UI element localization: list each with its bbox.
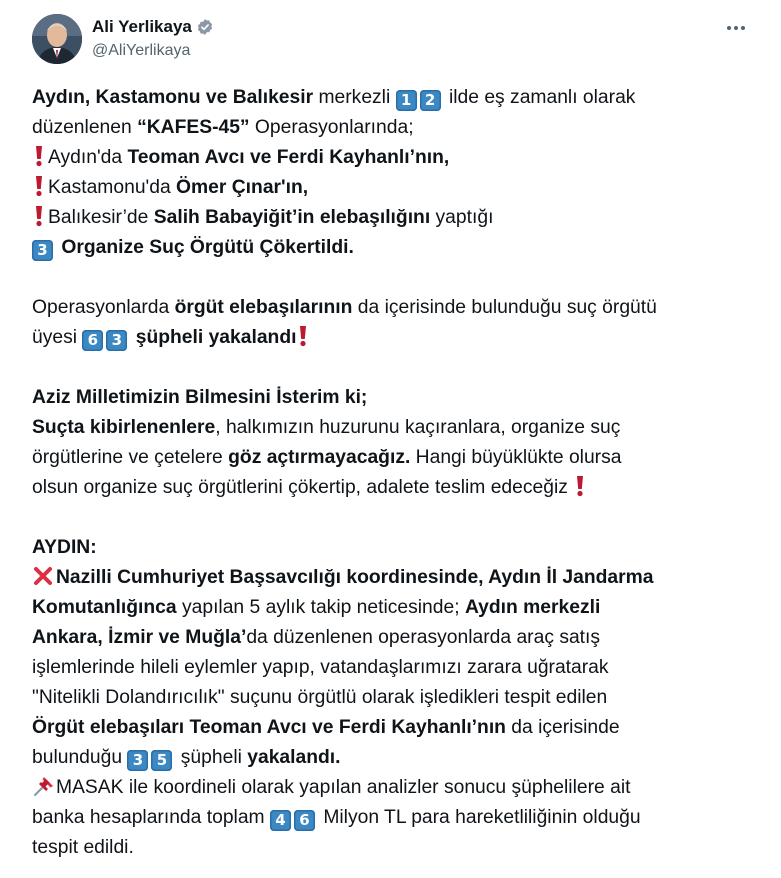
text-line: tespit edildi. bbox=[32, 837, 134, 858]
keycap-3-icon: 3 bbox=[127, 750, 148, 771]
text-line: üyesi 6 3 şüpheli yakalandı bbox=[32, 323, 744, 353]
tweet-text bbox=[32, 83, 744, 863]
keycap-2-icon: 2 bbox=[420, 90, 441, 111]
pushpin-icon bbox=[32, 774, 56, 798]
text-line: Kastamonu'da Ömer Çınar'ın, bbox=[32, 173, 744, 203]
text-line: MASAK ile koordineli olarak yapılan analizler sonucu şüphelilere ait bbox=[32, 773, 744, 803]
text-line: Örgüt elebaşıları Teoman Avcı ve Ferdi Kayhanlı’nın da içerisinde bbox=[32, 717, 620, 738]
text-line: AYDIN: bbox=[32, 537, 97, 558]
text-line: 3 Organize Suç Örgütü Çökertildi. bbox=[32, 233, 744, 263]
text-line: Balıkesir’de Salih Babayiğit’in elebaşılığını yaptığı bbox=[32, 203, 744, 233]
red-exclamation-icon bbox=[575, 475, 585, 497]
text-line: Komutanlığınca yapılan 5 aylık takip neticesinde; Aydın merkezli bbox=[32, 597, 601, 618]
verified-badge-icon bbox=[196, 18, 214, 36]
text-line: Ankara, İzmir ve Muğla’da düzenlenen operasyonlarda araç satış bbox=[32, 627, 601, 648]
more-options-icon[interactable] bbox=[721, 16, 751, 40]
red-exclamation-icon bbox=[298, 325, 308, 347]
tweet-header bbox=[32, 14, 751, 66]
text-line: olsun organize suç örgütlerini çökertip, adalete teslim edeceğiz bbox=[32, 473, 744, 503]
text-line: düzenlenen “KAFES-45” Operasyonlarında; bbox=[32, 117, 414, 138]
text-line: bulunduğu 3 5 şüpheli yakalandı. bbox=[32, 747, 341, 769]
keycap-6-icon: 6 bbox=[294, 810, 315, 831]
author-info bbox=[92, 17, 214, 60]
author-name-text[interactable]: Ali Yerlikaya bbox=[92, 17, 192, 36]
keycap-5-icon: 5 bbox=[151, 750, 172, 771]
text-line: Operasyonlarda örgüt elebaşılarının da içerisinde bulunduğu suç örgütü bbox=[32, 297, 657, 318]
text-line: Aziz Milletimizin Bilmesini İsterim ki; bbox=[32, 387, 368, 408]
text-line: Suçta kibirlenenlere, halkımızın huzurunu kaçıranlara, organize suç bbox=[32, 417, 621, 438]
red-exclamation-icon bbox=[34, 205, 44, 227]
keycap-1-icon: 1 bbox=[396, 90, 417, 111]
text-line: örgütlerine ve çetelere göz açtırmayacağız. Hangi büyüklükte olursa bbox=[32, 447, 622, 468]
author-name[interactable] bbox=[92, 17, 214, 37]
text-line: banka hesaplarında toplam 4 6 Milyon TL para hareketliliğinin olduğu bbox=[32, 807, 641, 829]
text-line: Nazilli Cumhuriyet Başsavcılığı koordinesinde, Aydın İl Jandarma bbox=[32, 563, 744, 593]
text-line: işlemlerinde hileli eylemler yapıp, vatandaşlarımızı zarara uğratarak bbox=[32, 657, 609, 678]
keycap-6-icon: 6 bbox=[82, 330, 103, 351]
red-exclamation-icon bbox=[34, 175, 44, 197]
avatar[interactable] bbox=[32, 14, 82, 64]
red-exclamation-icon bbox=[34, 145, 44, 167]
author-handle[interactable]: @AliYerlikaya bbox=[92, 42, 191, 59]
text-line: Aydın, Kastamonu ve Balıkesir merkezli 1 2 ilde eş zamanlı olarak bbox=[32, 87, 636, 109]
keycap-4-icon: 4 bbox=[270, 810, 291, 831]
text-line: Aydın'da Teoman Avcı ve Ferdi Kayhanlı’nın, bbox=[32, 143, 744, 173]
text-line: "Nitelikli Dolandırıcılık" suçunu örgütlü olarak işledikleri tespit edilen bbox=[32, 687, 608, 708]
keycap-3-icon: 3 bbox=[106, 330, 127, 351]
keycap-3-icon: 3 bbox=[32, 240, 53, 261]
red-cross-icon bbox=[32, 565, 54, 587]
